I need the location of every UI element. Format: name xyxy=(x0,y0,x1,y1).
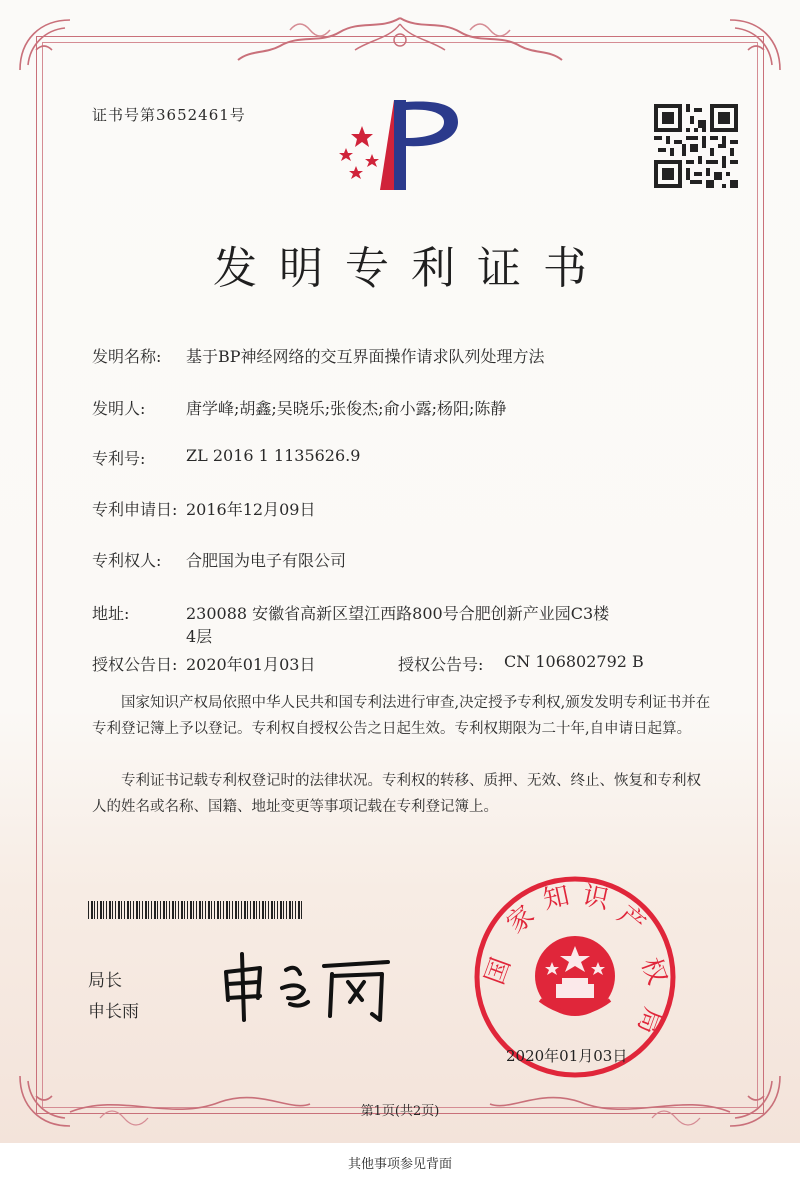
filing-date-value: 2016年12月09日 xyxy=(186,500,316,519)
patentee-label: 专利权人: xyxy=(92,551,162,570)
svg-text:识: 识 xyxy=(579,880,612,916)
address-label: 地址: xyxy=(92,604,130,623)
certificate-title: 发明专利证书 xyxy=(213,243,609,294)
barcode-icon xyxy=(88,901,303,919)
svg-text:知: 知 xyxy=(540,880,573,916)
page-number: 第1页(共2页) xyxy=(360,1104,440,1119)
legal-paragraph-2: 专利证书记载专利权登记时的法律状况。专利权的转移、质押、无效、终止、恢复和专利权人的姓名或名称、国籍、地址变更等事项记载在专利登记簿上。 xyxy=(92,773,701,815)
qr-code-icon xyxy=(654,104,738,188)
svg-text:局: 局 xyxy=(630,1003,669,1039)
invention-name-label: 发明名称: xyxy=(92,347,162,366)
patentee-value: 合肥国为电子有限公司 xyxy=(186,551,347,570)
address-line-2: 4层 xyxy=(186,627,213,646)
handwritten-signature xyxy=(212,948,402,1028)
corner-ornament-top-left xyxy=(10,10,80,80)
seal-date: 2020年01月03日 xyxy=(506,1047,628,1065)
footer-note: 其他事项参见背面 xyxy=(347,1157,452,1172)
corner-ornament-top-right xyxy=(720,10,790,80)
inventors-label: 发明人: xyxy=(92,399,146,418)
patent-number-label: 专利号: xyxy=(92,449,146,468)
director-name: 申长雨 xyxy=(88,1002,139,1022)
grant-number-value: CN 106802792 B xyxy=(504,652,644,671)
svg-text:家: 家 xyxy=(501,900,541,940)
grant-date-label: 授权公告日: xyxy=(92,655,178,674)
grant-date-value: 2020年01月03日 xyxy=(186,655,316,674)
top-ornament xyxy=(230,10,570,74)
director-title: 局长 xyxy=(88,971,122,991)
cnipa-logo-icon xyxy=(332,96,464,194)
legal-paragraph-1: 国家知识产权局依照中华人民共和国专利法进行审查,决定授予专利权,颁发发明专利证书并在专利登记簿上予以登记。专利权自授权公告之日起生效。专利权期限为二十年,自申请日起算。 xyxy=(92,695,711,737)
svg-text:权: 权 xyxy=(634,953,673,989)
filing-date-label: 专利申请日: xyxy=(92,500,178,519)
address-line-1: 230088 安徽省高新区望江西路800号合肥创新产业园C3楼 xyxy=(186,604,610,623)
grant-number-label: 授权公告号: xyxy=(398,655,484,674)
certificate-number: 证书号第3652461号 xyxy=(92,106,246,124)
patent-number-value: ZL 2016 1 1135626.9 xyxy=(186,446,361,465)
svg-text:产: 产 xyxy=(611,900,651,940)
inventors-value: 唐学峰;胡鑫;吴晓乐;张俊杰;俞小露;杨阳;陈静 xyxy=(186,399,507,418)
invention-name-value: 基于BP神经网络的交互界面操作请求队列处理方法 xyxy=(186,347,545,366)
svg-text:国: 国 xyxy=(479,953,518,989)
